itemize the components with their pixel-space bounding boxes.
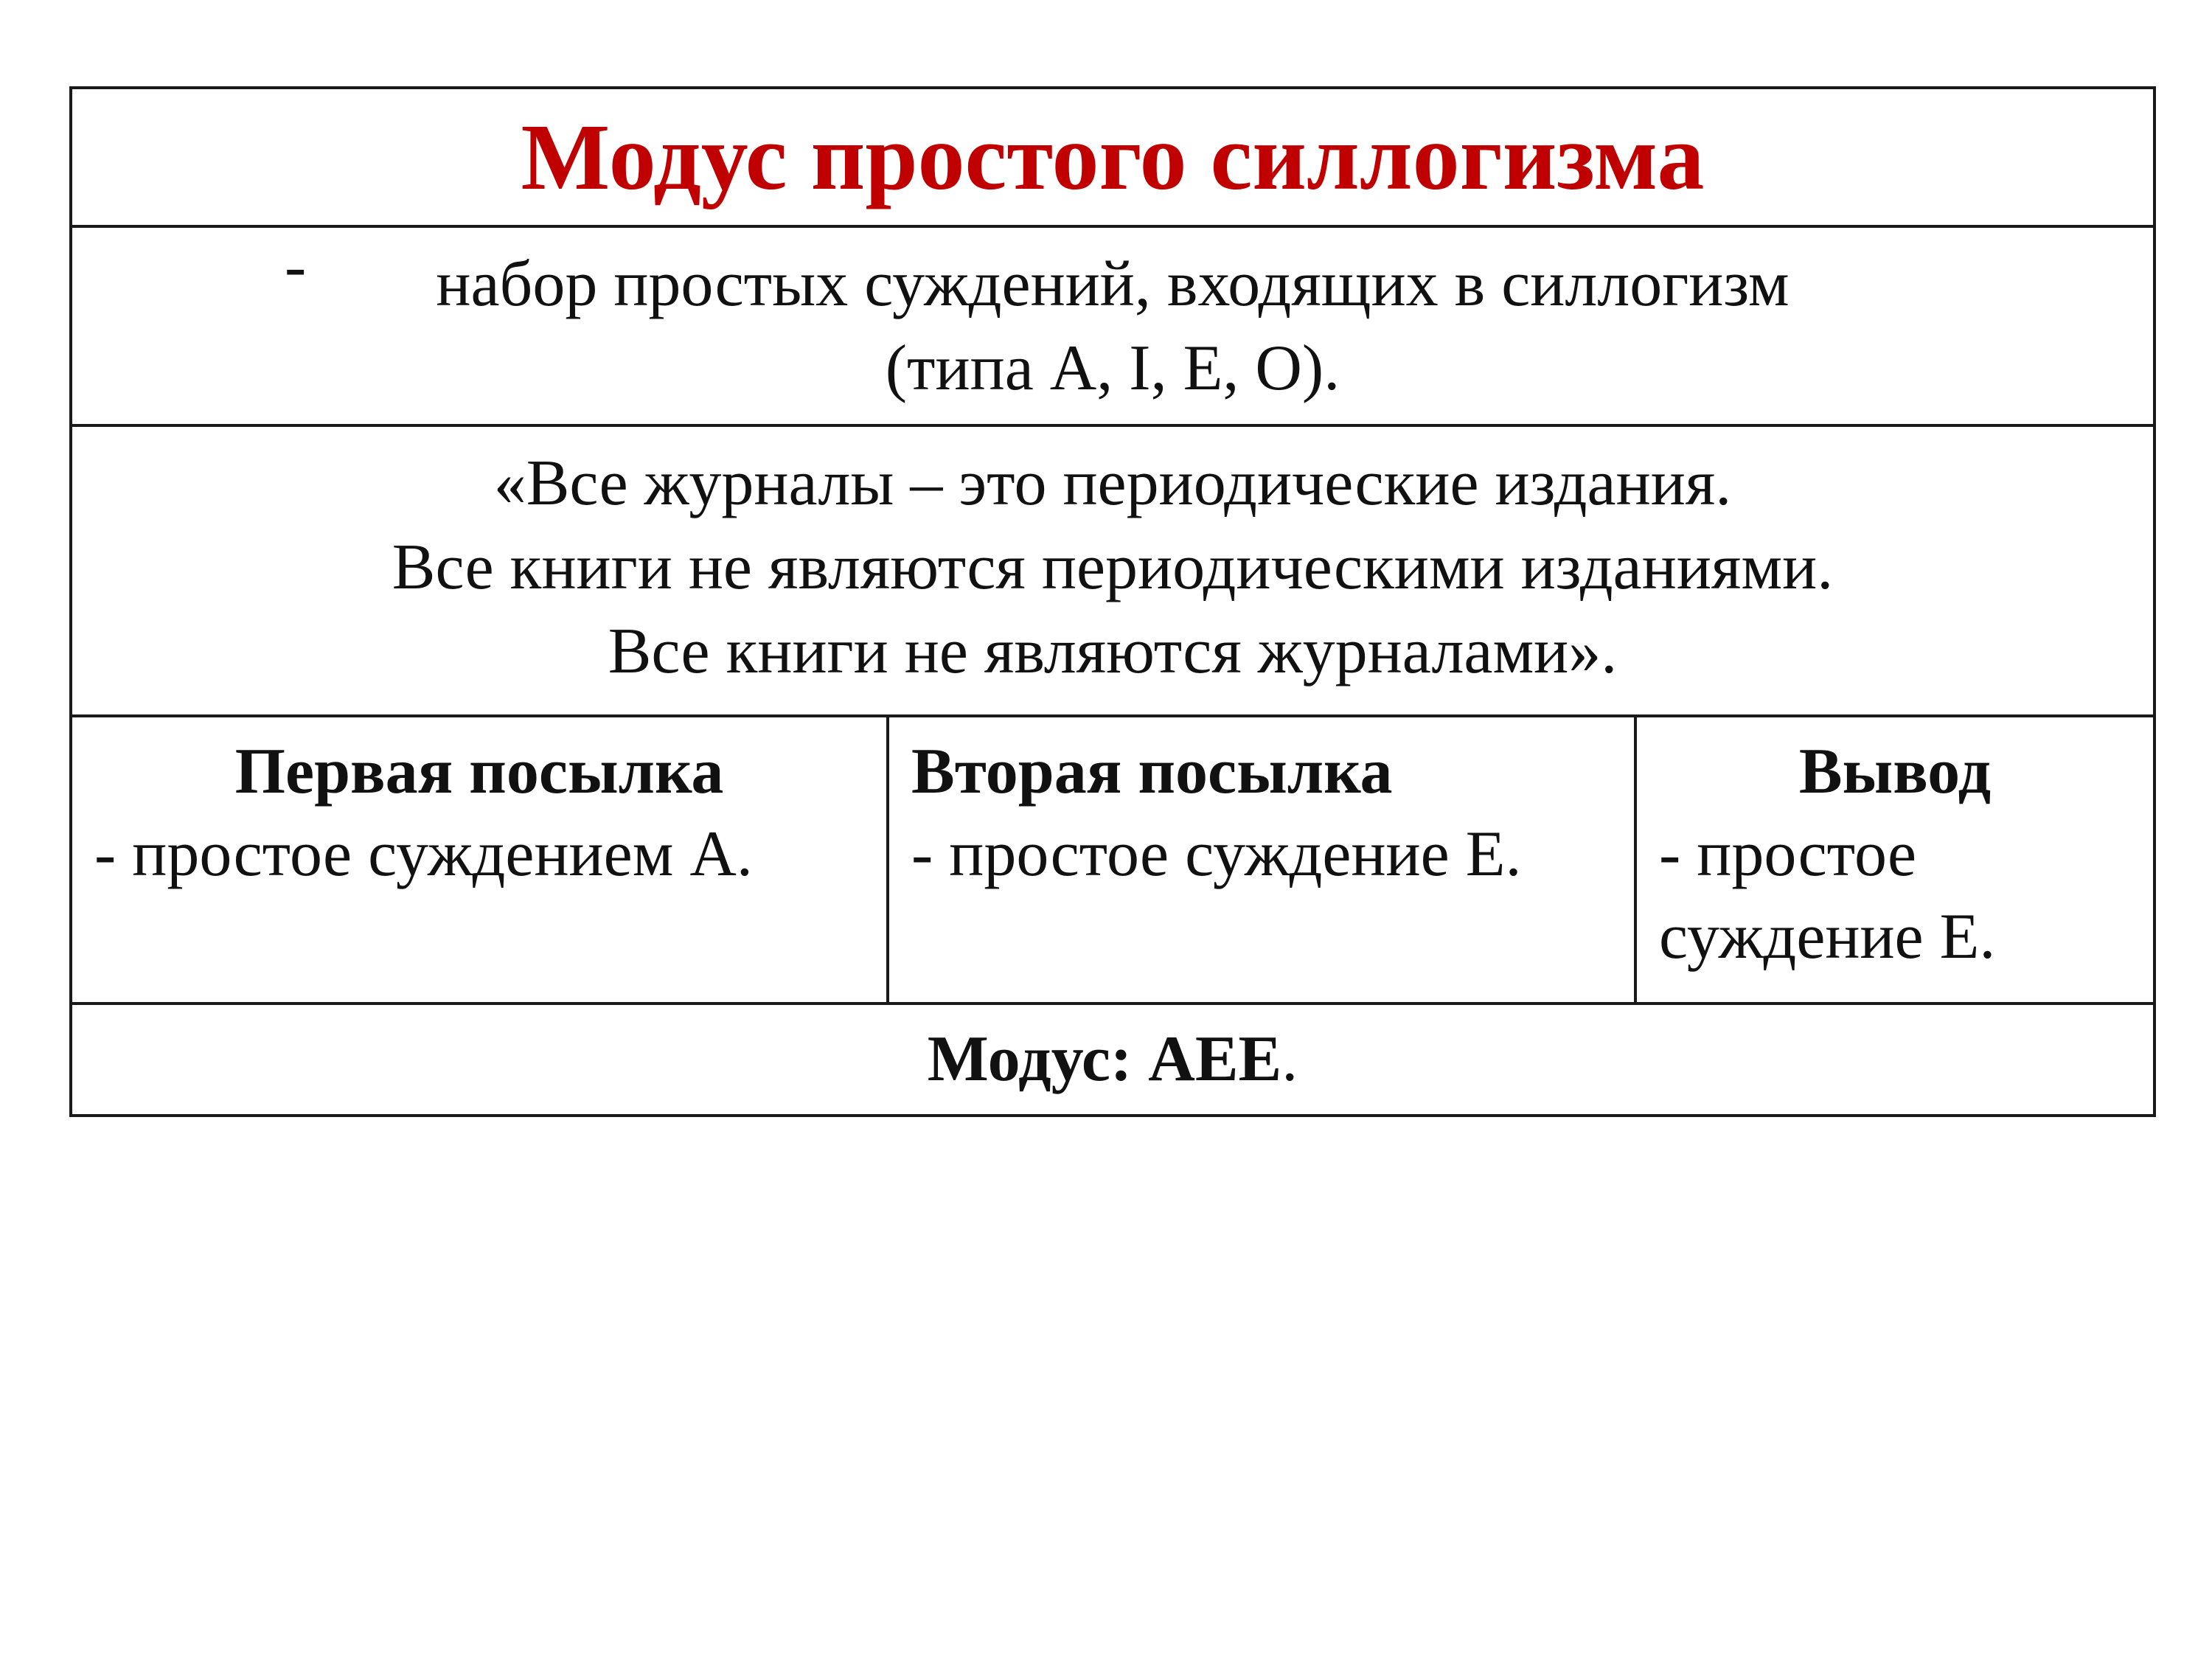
- example-line-1: «Все журналы – это периодические издания.: [493, 448, 1732, 519]
- syllogism-mode-table: [69, 86, 2156, 1117]
- mode-label: Модус: АЕЕ: [927, 1023, 1282, 1095]
- first-premise-block: [72, 717, 886, 896]
- conclusion-cell: [1635, 716, 2154, 1004]
- second-premise-heading: Вторая посылка: [911, 736, 1393, 807]
- premises-row: [71, 716, 2154, 1004]
- definition-row: [71, 226, 2154, 425]
- conclusion-text: - простое суждение Е.: [1659, 818, 1996, 973]
- definition-cell: [71, 226, 2154, 425]
- conclusion-block: [1637, 717, 2153, 978]
- dash-bullet: -: [285, 231, 307, 302]
- example-cell: [71, 425, 2154, 716]
- first-premise-text: - простое суждением А.: [94, 818, 753, 890]
- example-line-2: Все книги не являются периодическими изданиями.: [392, 532, 1834, 603]
- title-cell: [71, 88, 2154, 226]
- first-premise-cell: [71, 716, 888, 1004]
- first-premise-heading: Первая посылка: [234, 736, 724, 807]
- second-premise-cell: [888, 716, 1635, 1004]
- second-premise-text: - простое суждение Е.: [911, 818, 1522, 890]
- mode-suffix: .: [1281, 1023, 1298, 1095]
- title-row: [71, 88, 2154, 226]
- example-line-3: Все книги не являются журналами».: [608, 616, 1618, 687]
- second-premise-block: [889, 717, 1634, 896]
- example-row: [71, 425, 2154, 716]
- slide-title: Модус простого силлогизма: [521, 105, 1705, 209]
- conclusion-heading: Вывод: [1798, 736, 1992, 807]
- definition-text-1: набор простых суждений, входящих в силлогизм: [436, 248, 1790, 320]
- mode-cell: [71, 1004, 2154, 1116]
- mode-row: [71, 1004, 2154, 1116]
- definition-text-2: (типа А, I, Е, О).: [885, 333, 1340, 404]
- example-block: [72, 427, 2153, 694]
- definition-line-1: [72, 228, 2153, 327]
